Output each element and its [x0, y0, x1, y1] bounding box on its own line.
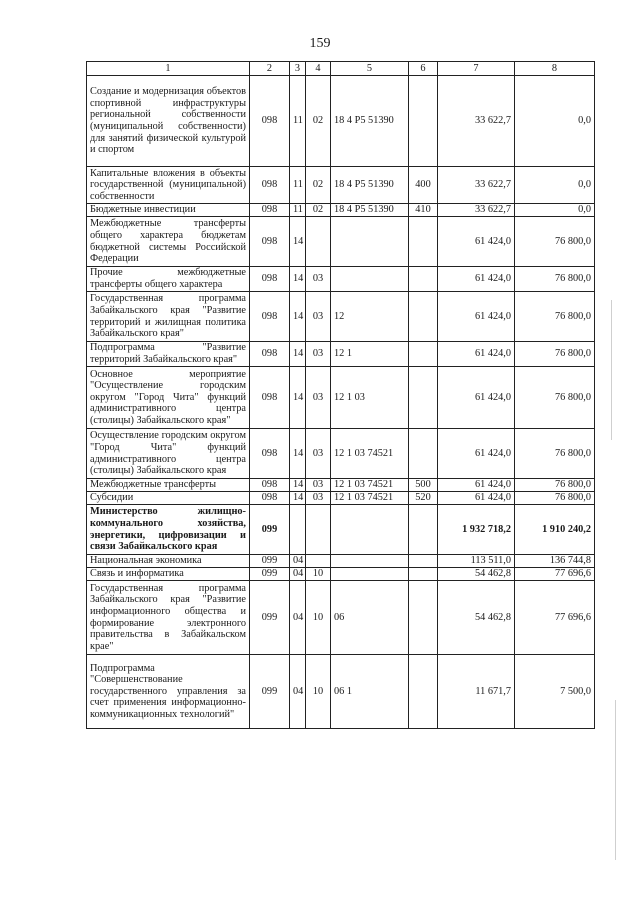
row-name-cell: Связь и информатика — [87, 568, 250, 581]
table-row — [87, 204, 595, 217]
cell-c7: 61 424,0 — [438, 479, 515, 492]
row-name-cell: Подпрограмма "Развитие территорий Забайкальского края" — [87, 342, 250, 367]
cell-c7: 61 424,0 — [438, 217, 515, 267]
cell-c6 — [409, 267, 438, 292]
cell-c4: 03 — [306, 492, 331, 505]
scan-mark — [615, 700, 616, 860]
header-row — [87, 62, 595, 76]
cell-c4 — [306, 555, 331, 568]
col-header-6: 6 — [409, 62, 438, 76]
cell-c6 — [409, 555, 438, 568]
cell-c4: 10 — [306, 655, 331, 729]
cell-c3: 14 — [290, 479, 306, 492]
cell-c4 — [306, 217, 331, 267]
cell-c6 — [409, 342, 438, 367]
col-header-4: 4 — [306, 62, 331, 76]
table-row — [87, 555, 595, 568]
cell-c2: 099 — [250, 655, 290, 729]
cell-c7: 61 424,0 — [438, 492, 515, 505]
cell-c5: 18 4 P5 51390 — [331, 76, 409, 167]
cell-c2: 098 — [250, 492, 290, 505]
cell-c8: 77 696,6 — [515, 568, 595, 581]
cell-c3: 11 — [290, 76, 306, 167]
table-row — [87, 492, 595, 505]
row-name-cell: Создание и модернизация объектов спортивной инфраструктуры региональной собственности (муниципальной собственности) для занятий физической культурой и спортом — [87, 76, 250, 167]
cell-c5: 06 — [331, 581, 409, 655]
cell-c4: 03 — [306, 342, 331, 367]
cell-c8: 76 800,0 — [515, 367, 595, 429]
table-row — [87, 217, 595, 267]
row-name-cell: Национальная экономика — [87, 555, 250, 568]
cell-c8: 1 910 240,2 — [515, 505, 595, 555]
cell-c2: 099 — [250, 581, 290, 655]
cell-c2: 098 — [250, 429, 290, 479]
cell-c2: 098 — [250, 479, 290, 492]
row-name-cell: Подпрограмма "Совершенствование государственного управления за счет применения информационно-коммуникационных технологий" — [87, 655, 250, 729]
cell-c4: 02 — [306, 167, 331, 204]
cell-c8: 77 696,6 — [515, 581, 595, 655]
page-number: 159 — [309, 36, 331, 51]
cell-c3 — [290, 505, 306, 555]
cell-c8: 76 800,0 — [515, 267, 595, 292]
table-row — [87, 76, 595, 167]
scan-mark — [611, 300, 612, 440]
cell-c6 — [409, 568, 438, 581]
cell-c4: 10 — [306, 581, 331, 655]
row-name-cell: Бюджетные инвестиции — [87, 204, 250, 217]
cell-c4: 10 — [306, 568, 331, 581]
row-name-cell: Осуществление городским округом "Город Чита" функций административного центра (столицы) Забайкальского края — [87, 429, 250, 479]
cell-c7: 61 424,0 — [438, 267, 515, 292]
table-row — [87, 581, 595, 655]
table-row — [87, 292, 595, 342]
cell-c5 — [331, 568, 409, 581]
cell-c4: 03 — [306, 367, 331, 429]
cell-c5: 18 4 P5 51390 — [331, 167, 409, 204]
cell-c3: 04 — [290, 655, 306, 729]
cell-c8: 0,0 — [515, 76, 595, 167]
cell-c2: 099 — [250, 568, 290, 581]
cell-c4: 02 — [306, 204, 331, 217]
row-name-cell: Государственная программа Забайкальского края "Развитие информационного общества и формирование электронного правительства в Забайкальском крае" — [87, 581, 250, 655]
table-row — [87, 267, 595, 292]
cell-c5: 12 1 03 74521 — [331, 492, 409, 505]
cell-c8: 76 800,0 — [515, 429, 595, 479]
cell-c2: 098 — [250, 367, 290, 429]
cell-c2: 098 — [250, 267, 290, 292]
row-name-cell: Министерство жилищно-коммунального хозяйства, энергетики, цифровизации и связи Забайкальского края — [87, 505, 250, 555]
cell-c8: 76 800,0 — [515, 479, 595, 492]
col-header-5: 5 — [331, 62, 409, 76]
cell-c7: 1 932 718,2 — [438, 505, 515, 555]
cell-c8: 7 500,0 — [515, 655, 595, 729]
row-name-cell: Основное мероприятие "Осуществление городским округом "Город Чита" функций административного центра (столицы) Забайкальского края" — [87, 367, 250, 429]
cell-c7: 61 424,0 — [438, 292, 515, 342]
cell-c7: 33 622,7 — [438, 167, 515, 204]
cell-c6: 520 — [409, 492, 438, 505]
col-header-7: 7 — [438, 62, 515, 76]
cell-c6: 410 — [409, 204, 438, 217]
col-header-1: 1 — [87, 62, 250, 76]
cell-c7: 61 424,0 — [438, 429, 515, 479]
table-row — [87, 367, 595, 429]
table-row — [87, 505, 595, 555]
cell-c6 — [409, 581, 438, 655]
cell-c5: 12 1 03 — [331, 367, 409, 429]
cell-c5: 12 1 03 74521 — [331, 479, 409, 492]
row-name-cell: Межбюджетные трансферты общего характера бюджетам бюджетной системы Российской Федерации — [87, 217, 250, 267]
cell-c6: 500 — [409, 479, 438, 492]
cell-c3: 04 — [290, 581, 306, 655]
table-row — [87, 167, 595, 204]
cell-c6 — [409, 429, 438, 479]
cell-c6 — [409, 505, 438, 555]
cell-c3: 04 — [290, 568, 306, 581]
table-row — [87, 655, 595, 729]
cell-c3: 04 — [290, 555, 306, 568]
table-row — [87, 568, 595, 581]
cell-c2: 099 — [250, 505, 290, 555]
table-row — [87, 429, 595, 479]
cell-c6: 400 — [409, 167, 438, 204]
cell-c7: 54 462,8 — [438, 581, 515, 655]
cell-c4 — [306, 505, 331, 555]
cell-c5 — [331, 267, 409, 292]
cell-c7: 33 622,7 — [438, 76, 515, 167]
cell-c6 — [409, 217, 438, 267]
cell-c7: 61 424,0 — [438, 367, 515, 429]
cell-c5: 06 1 — [331, 655, 409, 729]
cell-c2: 098 — [250, 292, 290, 342]
cell-c3: 14 — [290, 292, 306, 342]
cell-c5 — [331, 217, 409, 267]
cell-c5: 12 1 03 74521 — [331, 429, 409, 479]
row-name-cell: Межбюджетные трансферты — [87, 479, 250, 492]
cell-c8: 76 800,0 — [515, 342, 595, 367]
cell-c2: 098 — [250, 204, 290, 217]
cell-c3: 14 — [290, 217, 306, 267]
cell-c8: 76 800,0 — [515, 217, 595, 267]
cell-c8: 76 800,0 — [515, 492, 595, 505]
cell-c2: 098 — [250, 76, 290, 167]
cell-c3: 11 — [290, 204, 306, 217]
cell-c5: 12 — [331, 292, 409, 342]
cell-c8: 0,0 — [515, 167, 595, 204]
cell-c5 — [331, 505, 409, 555]
budget-table — [86, 61, 595, 729]
cell-c5: 12 1 — [331, 342, 409, 367]
cell-c8: 136 744,8 — [515, 555, 595, 568]
cell-c4: 03 — [306, 479, 331, 492]
row-name-cell: Прочие межбюджетные трансферты общего характера — [87, 267, 250, 292]
cell-c4: 03 — [306, 292, 331, 342]
cell-c3: 14 — [290, 267, 306, 292]
cell-c8: 76 800,0 — [515, 292, 595, 342]
cell-c4: 03 — [306, 429, 331, 479]
col-header-2: 2 — [250, 62, 290, 76]
col-header-3: 3 — [290, 62, 306, 76]
row-name-cell: Государственная программа Забайкальского края "Развитие территорий и жилищная политика Забайкальского края" — [87, 292, 250, 342]
cell-c3: 14 — [290, 342, 306, 367]
row-name-cell: Капитальные вложения в объекты государственной (муниципальной) собственности — [87, 167, 250, 204]
cell-c6 — [409, 292, 438, 342]
cell-c3: 14 — [290, 429, 306, 479]
cell-c2: 098 — [250, 342, 290, 367]
cell-c6 — [409, 367, 438, 429]
cell-c7: 54 462,8 — [438, 568, 515, 581]
cell-c2: 098 — [250, 217, 290, 267]
cell-c7: 113 511,0 — [438, 555, 515, 568]
cell-c6 — [409, 655, 438, 729]
cell-c7: 11 671,7 — [438, 655, 515, 729]
table-body — [87, 76, 595, 729]
cell-c3: 14 — [290, 492, 306, 505]
table-row — [87, 342, 595, 367]
table-row — [87, 479, 595, 492]
cell-c5: 18 4 P5 51390 — [331, 204, 409, 217]
cell-c3: 14 — [290, 367, 306, 429]
cell-c6 — [409, 76, 438, 167]
cell-c4: 03 — [306, 267, 331, 292]
cell-c3: 11 — [290, 167, 306, 204]
cell-c4: 02 — [306, 76, 331, 167]
cell-c2: 098 — [250, 167, 290, 204]
row-name-cell: Субсидии — [87, 492, 250, 505]
cell-c7: 33 622,7 — [438, 204, 515, 217]
col-header-8: 8 — [515, 62, 595, 76]
cell-c8: 0,0 — [515, 204, 595, 217]
cell-c2: 099 — [250, 555, 290, 568]
cell-c7: 61 424,0 — [438, 342, 515, 367]
cell-c5 — [331, 555, 409, 568]
